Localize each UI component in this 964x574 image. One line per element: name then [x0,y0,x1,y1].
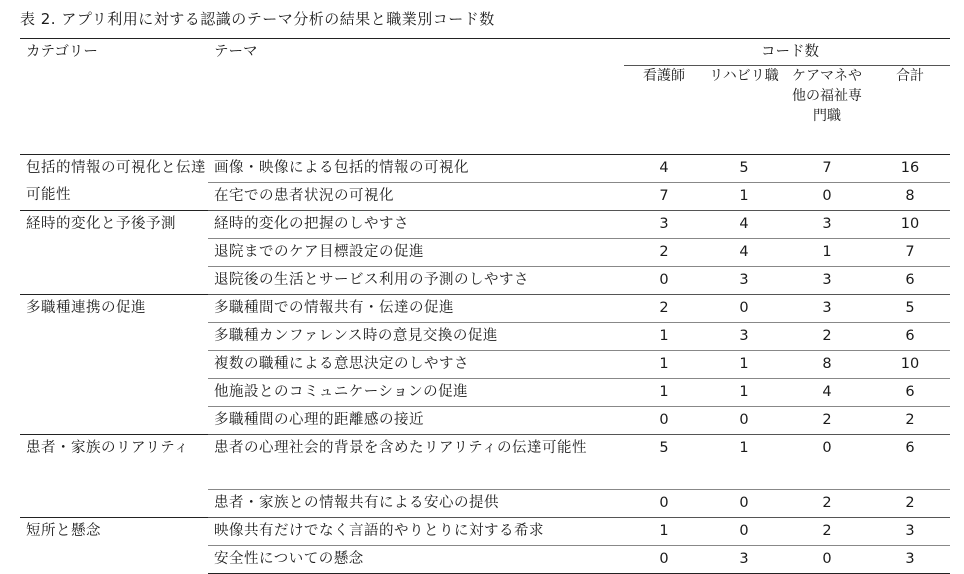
count-total: 6 [870,435,950,490]
count-rehab: 5 [704,155,784,183]
count-rehab: 0 [704,518,784,546]
count-care: 0 [784,435,870,490]
category-cell: 多職種連携の促進 [20,295,208,435]
theme-cell: 退院までのケア目標設定の促進 [208,239,624,267]
count-total: 3 [870,546,950,574]
count-nurse: 7 [624,183,704,211]
category-cell: 経時的変化と予後予測 [20,211,208,295]
count-rehab: 4 [704,211,784,239]
theme-cell: 在宅での患者状況の可視化 [208,183,624,211]
header-category: カテゴリー [20,39,208,66]
count-total: 6 [870,379,950,407]
count-total: 6 [870,267,950,295]
count-total: 2 [870,490,950,518]
theme-cell: 多職種間での情報共有・伝達の促進 [208,295,624,323]
header-codes: コード数 [624,39,950,66]
count-care: 2 [784,518,870,546]
count-nurse: 0 [624,267,704,295]
count-care: 3 [784,267,870,295]
count-care: 2 [784,323,870,351]
count-care: 7 [784,155,870,183]
count-total: 5 [870,295,950,323]
theme-cell: 複数の職種による意思決定のしやすさ [208,351,624,379]
count-rehab: 4 [704,239,784,267]
count-care: 8 [784,351,870,379]
count-rehab: 0 [704,295,784,323]
header-nurse: 看護師 [624,66,704,155]
theme-cell: 多職種カンファレンス時の意見交換の促進 [208,323,624,351]
table-row [20,295,950,323]
count-rehab: 1 [704,183,784,211]
count-rehab: 0 [704,490,784,518]
count-total: 7 [870,239,950,267]
count-care: 3 [784,295,870,323]
count-care: 0 [784,546,870,574]
table-row [20,211,950,239]
category-cell: 包括的情報の可視化と伝達可能性 [20,155,208,211]
count-rehab: 1 [704,435,784,490]
theme-cell: 画像・映像による包括的情報の可視化 [208,155,624,183]
count-care: 2 [784,490,870,518]
theme-cell: 多職種間の心理的距離感の接近 [208,407,624,435]
count-total: 6 [870,323,950,351]
count-nurse: 2 [624,239,704,267]
count-nurse: 2 [624,295,704,323]
count-nurse: 1 [624,379,704,407]
count-rehab: 1 [704,351,784,379]
count-nurse: 4 [624,155,704,183]
table-row [20,518,950,546]
count-nurse: 1 [624,518,704,546]
count-rehab: 1 [704,379,784,407]
count-care: 1 [784,239,870,267]
count-total: 16 [870,155,950,183]
category-cell: 短所と懸念 [20,518,208,574]
table-body [20,155,950,574]
theme-cell: 安全性についての懸念 [208,546,624,574]
count-care: 0 [784,183,870,211]
theme-cell: 患者・家族との情報共有による安心の提供 [208,490,624,518]
count-nurse: 0 [624,490,704,518]
results-table [20,38,950,574]
table-row [20,155,950,183]
count-care: 2 [784,407,870,435]
count-total: 10 [870,211,950,239]
header-rehab: リハビリ職 [704,66,784,155]
count-care: 3 [784,211,870,239]
count-nurse: 1 [624,351,704,379]
count-total: 2 [870,407,950,435]
count-total: 10 [870,351,950,379]
count-nurse: 5 [624,435,704,490]
category-cell: 患者・家族のリアリティ [20,435,208,518]
header-total: 合計 [870,66,950,155]
header-theme: テーマ [208,39,624,66]
theme-cell: 経時的変化の把握のしやすさ [208,211,624,239]
table-row [20,435,950,490]
count-nurse: 0 [624,546,704,574]
header-care: ケアマネや他の福祉専門職 [784,66,870,155]
table-caption: 表 2. アプリ利用に対する認識のテーマ分析の結果と職業別コード数 [20,10,495,28]
theme-cell: 退院後の生活とサービス利用の予測のしやすさ [208,267,624,295]
theme-cell: 他施設とのコミュニケーションの促進 [208,379,624,407]
count-nurse: 0 [624,407,704,435]
count-rehab: 3 [704,267,784,295]
count-care: 4 [784,379,870,407]
theme-cell: 映像共有だけでなく言語的やりとりに対する希求 [208,518,624,546]
count-nurse: 1 [624,323,704,351]
count-rehab: 3 [704,546,784,574]
count-rehab: 3 [704,323,784,351]
count-nurse: 3 [624,211,704,239]
count-rehab: 0 [704,407,784,435]
theme-cell: 患者の心理社会的背景を含めたリアリティの伝達可能性 [208,435,624,490]
count-total: 3 [870,518,950,546]
count-total: 8 [870,183,950,211]
